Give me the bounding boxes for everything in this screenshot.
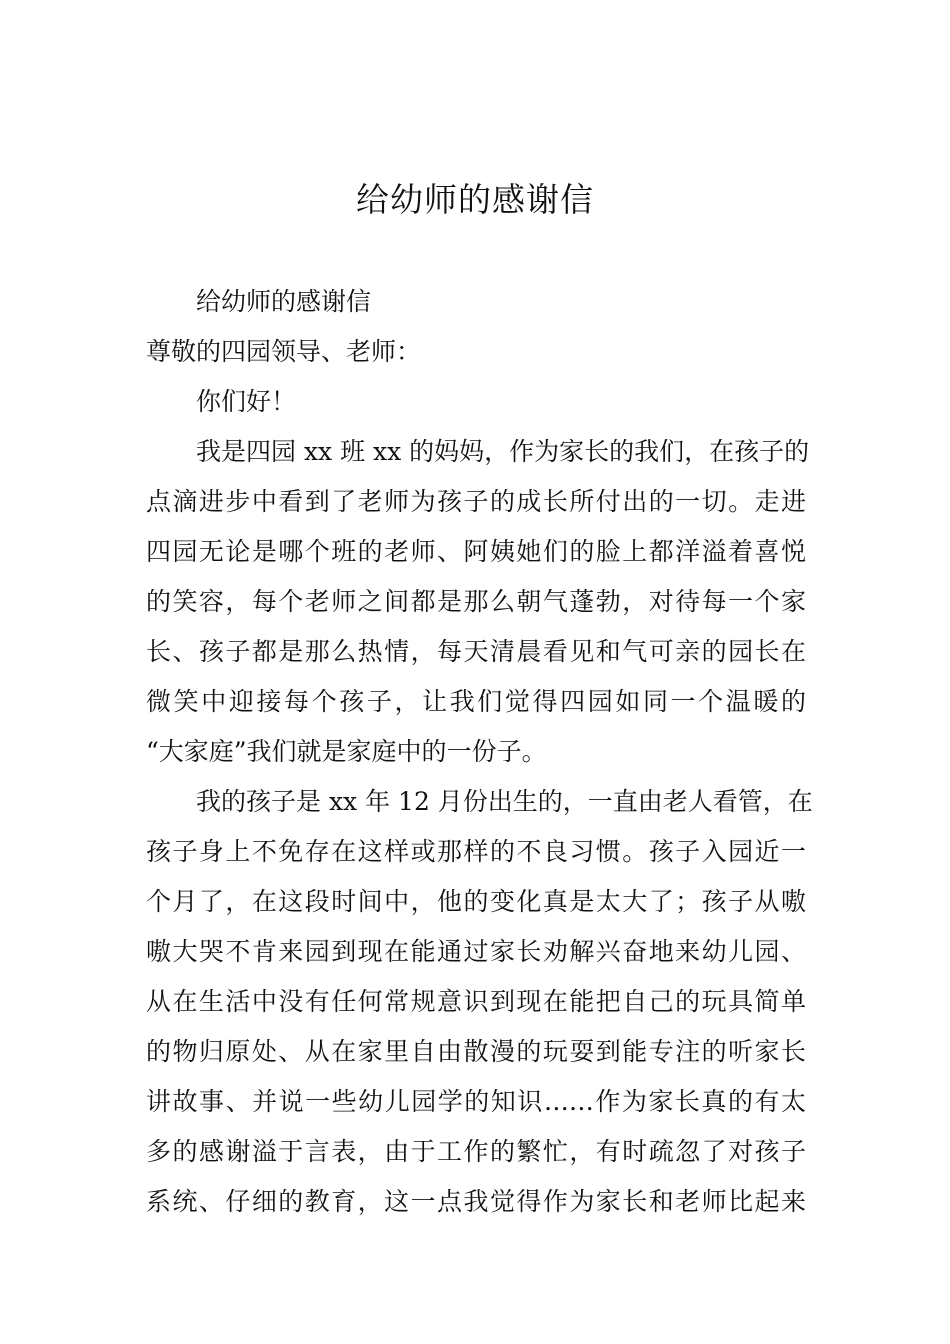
salutation-line: 尊敬的四园领导、老师： — [146, 337, 422, 366]
paragraph-1-line-4: 的笑容，每个老师之间都是那么朝气蓬勃，对待每一个家 — [146, 587, 806, 616]
paragraph-2-line-5: 从在生活中没有任何常规意识到现在能把自己的玩具简单 — [146, 987, 806, 1016]
greeting-line: 你们好！ — [196, 387, 297, 416]
paragraph-1-line-7: “大家庭”我们就是家庭中的一份子。 — [146, 737, 547, 766]
paragraph-2-line-1: 我的孩子是 xx 年 12 月份出生的，一直由老人看管，在 — [196, 787, 813, 816]
paragraph-1-line-5: 长、孩子都是那么热情，每天清晨看见和气可亲的园长在 — [146, 637, 806, 666]
letter-body — [146, 277, 813, 1227]
paragraph-2-line-4: 嗷大哭不肯来园到现在能通过家长劝解兴奋地来幼儿园、 — [146, 937, 806, 966]
paragraph-2-line-6: 的物归原处、从在家里自由散漫的玩耍到能专注的听家长 — [146, 1037, 806, 1066]
paragraph-2-line-7: 讲故事、并说一些幼儿园学的知识……作为家长真的有太 — [146, 1087, 806, 1116]
paragraph-1-line-3: 四园无论是哪个班的老师、阿姨她们的脸上都洋溢着喜悦 — [146, 537, 806, 566]
paragraph-1-line-2: 点滴进步中看到了老师为孩子的成长所付出的一切。走进 — [146, 487, 806, 516]
paragraph-2-line-2: 孩子身上不免存在这样或那样的不良习惯。孩子入园近一 — [146, 837, 806, 866]
paragraph-2-line-3: 个月了，在这段时间中，他的变化真是太大了；孩子从嗷 — [146, 887, 806, 916]
letter-heading-line: 给幼师的感谢信 — [196, 287, 372, 316]
paragraph-2-line-9: 系统、仔细的教育，这一点我觉得作为家长和老师比起来 — [146, 1187, 806, 1216]
document-title: 给幼师的感谢信 — [356, 180, 594, 219]
paragraph-2-line-8: 多的感谢溢于言表，由于工作的繁忙，有时疏忽了对孩子 — [146, 1137, 806, 1166]
paragraph-1-line-6: 微笑中迎接每个孩子，让我们觉得四园如同一个温暖的 — [146, 687, 806, 716]
paragraph-1-line-1: 我是四园 xx 班 xx 的妈妈，作为家长的我们，在孩子的 — [196, 437, 810, 466]
